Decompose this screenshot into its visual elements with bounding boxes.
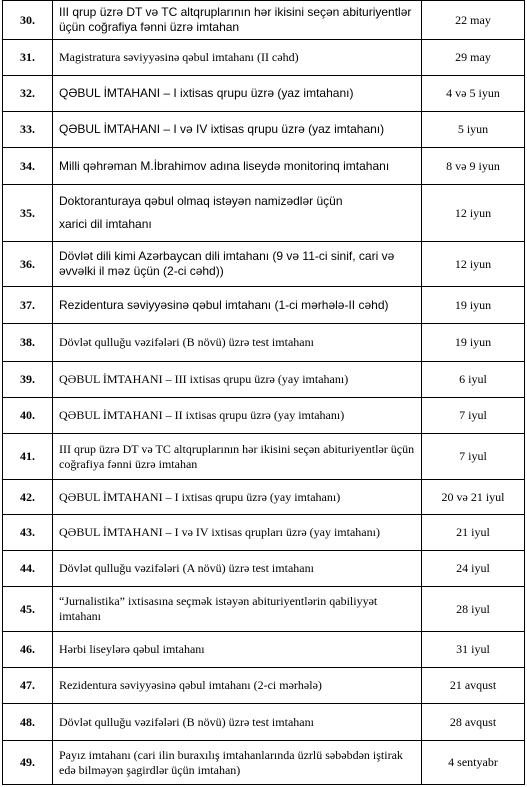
row-number: 46. bbox=[3, 632, 53, 668]
row-number: 34. bbox=[3, 148, 53, 185]
exam-name: III qrup üzrə DT və TC altqruplarının hər ikisini seçən abituriyentlər üçün coğrafiya fənni üzrə imtahan bbox=[53, 1, 422, 40]
exam-date: 6 iyul bbox=[422, 362, 525, 398]
row-number: 36. bbox=[3, 242, 53, 287]
table-row bbox=[3, 398, 525, 434]
exam-date: 21 avqust bbox=[422, 668, 525, 704]
table-row bbox=[3, 242, 525, 287]
row-number: 44. bbox=[3, 551, 53, 587]
table-row bbox=[3, 741, 525, 785]
table-row bbox=[3, 40, 525, 76]
exam-date: 31 iyul bbox=[422, 632, 525, 668]
row-number: 37. bbox=[3, 287, 53, 324]
exam-name-line-2: xarici dil imtahanı bbox=[59, 217, 152, 231]
row-number: 41. bbox=[3, 434, 53, 480]
exam-name-line-1: Doktoranturaya qəbul olmaq istəyən namizədlər üçün bbox=[59, 194, 343, 208]
exam-date: 22 may bbox=[422, 1, 525, 40]
exam-date: 19 iyun bbox=[422, 324, 525, 362]
exam-name: Dövlət dili kimi Azərbaycan dili imtahanı (9 və 11-ci sinif, cari və əvvəlki il məz üçün (2-ci cəhd)) bbox=[53, 242, 422, 287]
exam-name bbox=[53, 185, 422, 242]
exam-date: 20 və 21 iyul bbox=[422, 480, 525, 515]
exam-date: 8 və 9 iyun bbox=[422, 148, 525, 185]
exam-name: QƏBUL İMTAHANI – I və IV ixtisas qrupları üzrə (yay imtahanı) bbox=[53, 515, 422, 551]
row-number: 35. bbox=[3, 185, 53, 242]
exam-name: QƏBUL İMTAHANI – I ixtisas qrupu üzrə (yay imtahanı) bbox=[53, 480, 422, 515]
exam-name: “Jurnalistika” ixtisasına seçmək istəyən abituriyentlərin qabiliyyət imtahanı bbox=[53, 587, 422, 632]
row-number: 45. bbox=[3, 587, 53, 632]
table-row bbox=[3, 112, 525, 148]
exam-name: Dövlət qulluğu vəzifələri (B növü) üzrə test imtahanı bbox=[53, 704, 422, 741]
exam-date: 7 iyul bbox=[422, 434, 525, 480]
exam-name: Milli qəhrəman M.İbrahimov adına liseydə monitorinq imtahanı bbox=[53, 148, 422, 185]
table-row bbox=[3, 1, 525, 40]
table-row bbox=[3, 515, 525, 551]
table-row bbox=[3, 551, 525, 587]
table-row bbox=[3, 287, 525, 324]
row-number: 42. bbox=[3, 480, 53, 515]
table-row bbox=[3, 587, 525, 632]
exam-date: 5 iyun bbox=[422, 112, 525, 148]
row-number: 30. bbox=[3, 1, 53, 40]
exam-name: Dövlət qulluğu vəzifələri (A növü) üzrə test imtahanı bbox=[53, 551, 422, 587]
exam-date: 29 may bbox=[422, 40, 525, 76]
exam-date: 28 iyul bbox=[422, 587, 525, 632]
table-row bbox=[3, 632, 525, 668]
table-row bbox=[3, 362, 525, 398]
exam-name: Hərbi liseylərə qəbul imtahanı bbox=[53, 632, 422, 668]
row-number: 40. bbox=[3, 398, 53, 434]
exam-date: 12 iyun bbox=[422, 185, 525, 242]
row-number: 43. bbox=[3, 515, 53, 551]
exam-date: 19 iyun bbox=[422, 287, 525, 324]
exam-date: 28 avqust bbox=[422, 704, 525, 741]
row-number: 32. bbox=[3, 76, 53, 112]
exam-date: 4 sentyabr bbox=[422, 741, 525, 785]
row-number: 33. bbox=[3, 112, 53, 148]
exam-schedule-table bbox=[2, 0, 525, 785]
row-number: 31. bbox=[3, 40, 53, 76]
exam-name: QƏBUL İMTAHANI – I və IV ixtisas qrupu üzrə (yaz imtahanı) bbox=[53, 112, 422, 148]
exam-name: Payız imtahanı (cari ilin buraxılış imtahanlarında üzrlü səbəbdən iştirak edə bilməyən şagirdlər üçün imtahan) bbox=[53, 741, 422, 785]
table-row bbox=[3, 76, 525, 112]
exam-name: III qrup üzrə DT və TC altqruplarının hər ikisini seçən abituriyentlər üçün coğrafiya fənni üzrə imtahan bbox=[53, 434, 422, 480]
exam-name: Dövlət qulluğu vəzifələri (B növü) üzrə test imtahanı bbox=[53, 324, 422, 362]
row-number: 39. bbox=[3, 362, 53, 398]
row-number: 48. bbox=[3, 704, 53, 741]
exam-name: Rezidentura səviyyəsinə qəbul imtahanı (1-ci mərhələ-II cəhd) bbox=[53, 287, 422, 324]
table-row bbox=[3, 148, 525, 185]
table-row bbox=[3, 480, 525, 515]
row-number: 49. bbox=[3, 741, 53, 785]
exam-date: 4 və 5 iyun bbox=[422, 76, 525, 112]
exam-date: 21 iyul bbox=[422, 515, 525, 551]
row-number: 47. bbox=[3, 668, 53, 704]
exam-name: QƏBUL İMTAHANI – III ixtisas qrupu üzrə (yay imtahanı) bbox=[53, 362, 422, 398]
row-number: 38. bbox=[3, 324, 53, 362]
exam-date: 7 iyul bbox=[422, 398, 525, 434]
table-row bbox=[3, 185, 525, 242]
table-row bbox=[3, 704, 525, 741]
table-row bbox=[3, 668, 525, 704]
exam-name: QƏBUL İMTAHANI – II ixtisas qrupu üzrə (yay imtahanı) bbox=[53, 398, 422, 434]
table-row bbox=[3, 324, 525, 362]
exam-date: 12 iyun bbox=[422, 242, 525, 287]
exam-name: Rezidentura səviyyəsinə qəbul imtahanı (2-ci mərhələ) bbox=[53, 668, 422, 704]
table-row bbox=[3, 434, 525, 480]
exam-name: QƏBUL İMTAHANI – I ixtisas qrupu üzrə (yaz imtahanı) bbox=[53, 76, 422, 112]
exam-name: Magistratura səviyyəsinə qəbul imtahanı (II cəhd) bbox=[53, 40, 422, 76]
exam-date: 24 iyul bbox=[422, 551, 525, 587]
